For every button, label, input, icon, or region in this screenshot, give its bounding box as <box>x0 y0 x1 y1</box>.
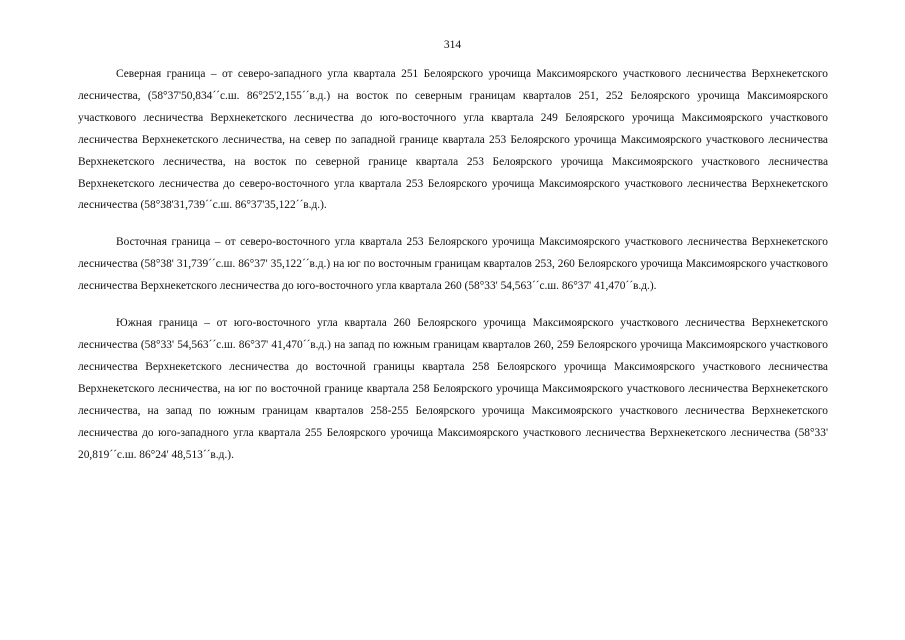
paragraph-south-boundary: Южная граница – от юго-восточного угла квартала 260 Белоярского урочища Максимоярского участкового лесничества Верхнекетского лесничества (58°33' 54,563´´с.ш. 86°37' 41,470´´в.д.) на запад по южным границам кварталов 260, 259 Белоярского урочища Максимоярского участкового лесничества Верхнекетского лесничества до восточной границы квартала 258 Белоярского урочища Максимоярского участкового лесничества Верхнекетского лесничества, на юг по восточной границе квартала 258 Белоярского урочища Максимоярского участкового лесничества Верхнекетского лесничества, на запад по южным границам кварталов 258-255 Белоярского урочища Максимоярского участкового лесничества Верхнекетского лесничества до юго-западного угла квартала 255 Белоярского урочища Максимоярского участкового лесничества Верхнекетского лесничества (58°33' 20,819´´с.ш. 86°24' 48,513´´в.д.). <box>78 317 828 461</box>
paragraph-east-boundary: Восточная граница – от северо-восточного угла квартала 253 Белоярского урочища Максимоярского участкового лесничества Верхнекетского лесничества (58°38' 31,739´´с.ш. 86°37' 35,122´´в.д.) на юг по восточным границам кварталов 253, 260 Белоярского урочища Максимоярского участкового лесничества Верхнекетского лесничества до юго-восточного угла квартала 260 (58°33' 54,563´´с.ш. 86°37' 41,470´´в.д.). <box>78 236 828 293</box>
document-body <box>78 64 828 481</box>
paragraph-north-boundary: Северная граница – от северо-западного угла квартала 251 Белоярского урочища Максимоярского участкового лесничества Верхнекетского лесничества, (58°37'50,834´´с.ш. 86°25'2,155´´в.д.) на восток по северным границам кварталов 251, 252 Белоярского урочища Максимоярского участкового лесничества Верхнекетского лесничества до юго-восточного угла квартала 249 Белоярского урочища Максимоярского участкового лесничества Верхнекетского лесничества, на север по западной границе квартала 253 Белоярского урочища Максимоярского участкового лесничества Верхнекетского лесничества, на восток по северной границе квартала 253 Белоярского урочища Максимоярского участкового лесничества Верхнекетского лесничества до северо-восточного угла квартала 253 Белоярского урочища Максимоярского участкового лесничества Верхнекетского лесничества (58°38'31,739´´с.ш. 86°37'35,122´´в.д.). <box>78 68 828 212</box>
page-number: 314 <box>443 39 462 51</box>
